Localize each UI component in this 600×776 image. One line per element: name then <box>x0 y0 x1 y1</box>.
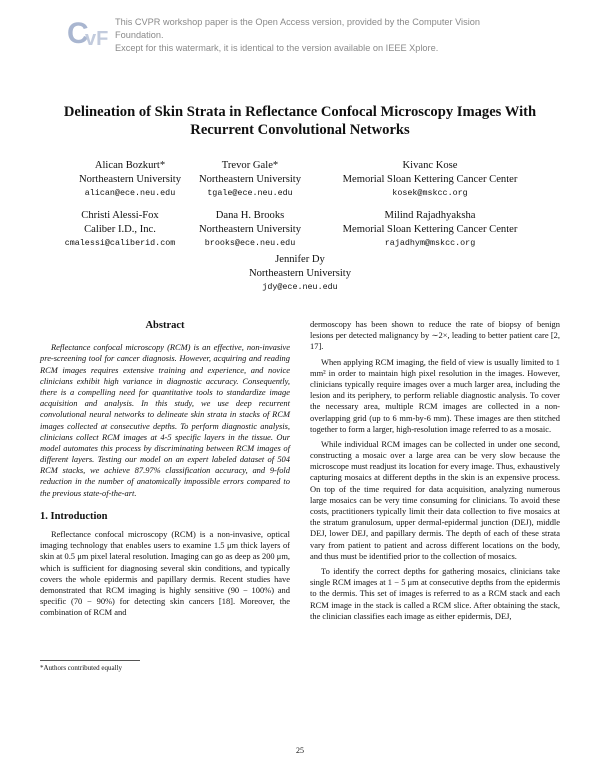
title-line-2: Recurrent Convolutional Networks <box>190 122 410 138</box>
abstract-text: Reflectance confocal microscopy (RCM) is an effective, non-invasive pre-screening tool for cancer diagnosis. However, acquiring and reading RCM images requires extensive training and experience, and novice clinicians exhibit high variance in diagnostic accuracy. Consequently, there is a compelling need for quantitative tools to standardize image acquisition and analysis. In this study, we use deep recurrent convolutional neural networks to delineate skin strata in stacks of RCM images collected at consecutive depths. To perform diagnostic analysis, clinicians collect RCM images at 4-5 specific layers in the tissue. Our model automates this process by discriminating between RCM images of different layers. Testing our model on an expert labeled dataset of 504 RCM stacks, we achieve 87.97% classification accuracy, and 9-fold reduction in the number of anatomically impossible errors compared to the previous state-of-the-art. <box>40 342 290 498</box>
author-email[interactable]: rajadhym@mskcc.org <box>384 238 476 248</box>
intro-paragraph: Reflectance confocal microscopy (RCM) is a non-invasive, optical imaging technology that enables users to examine 1.5 μm thick layers of skin at 0.5 μm pixel lateral resolution. Imaging can go as deep as 200 μm, which is sufficient for diagnosing several skin conditions, and typically covers the whole epidermis and papillary dermis. Recent studies have demonstrated that RCM imaging is highly sensitive (90 − 100%) and specific (70 − 90%) for detecting skin cancers [18]. Moreover, the combination of RCM and <box>40 529 290 618</box>
footnote-rule <box>40 660 140 661</box>
watermark-line-1: This CVPR workshop paper is the Open Access version, provided by the Computer Vision Foundation. <box>115 17 480 40</box>
body-paragraph: dermoscopy has been shown to reduce the rate of biopsy of benign lesions per detected malignancy by ∼2×, leading to better patient care [2, 17]. <box>310 319 560 352</box>
svg-text:vF: vF <box>85 28 109 50</box>
svg-text:C: C <box>67 17 89 50</box>
watermark-line-2: Except for this watermark, it is identical to the version available on IEEE Xplore. <box>115 43 439 53</box>
body-paragraph: When applying RCM imaging, the field of view is usually limited to 1 mm² in order to maintain high pixel resolution in the images. However, clinicians typically require images over a much larger area, including the lesion and its periphery, to perform reliable diagnostic analysis. To cover the necessary area, multiple RCM images are collected in a non-overlapping grid (up to 6 mm-by-6 mm). These images are then stitched together to form a larger, high-resolution image referred to as a mosaic. <box>310 356 560 434</box>
footnote: *Authors contributed equally <box>40 664 123 672</box>
body-paragraph: While individual RCM images can be collected in under one second, constructing a mosaic over a large area can be very slow because the microscope must readjust its location for every image. Thus, exhaustively capturing mosaics at different depths in the skin is an expensive process. On top of the time required for data acquisition, analyzing numerous large mosaics can be very time consuming for clinicians. To avoid these costs, practitioners typically limit their data collection to five mosaics at the stratum granulosum, upper dermal-epidermal junction (DEJ), middle DEJ, lower DEJ, and papillary dermis. The depth of each of these strata vary from patient to patient and across different locations on the body, and thus must be identified prior to the collection of mosaics. <box>310 438 560 561</box>
author-name: Jennifer Dy <box>275 254 325 265</box>
author-name: Christi Alessi-Fox <box>81 210 159 221</box>
author-email[interactable]: kosek@mskcc.org <box>392 188 468 198</box>
author-email[interactable]: tgale@ece.neu.edu <box>207 188 293 198</box>
author-name: Milind Rajadhyaksha <box>384 210 476 221</box>
title-line-1: Delineation of Skin Strata in Reflectance Confocal Microscopy Images With <box>63 104 537 120</box>
left-column <box>40 320 290 619</box>
author-affiliation: Northeastern University <box>248 267 352 279</box>
author-affiliation: Northeastern University <box>198 223 302 235</box>
author-email[interactable]: jdy@ece.neu.edu <box>262 282 338 292</box>
author-email[interactable]: cmalessi@caliberid.com <box>64 238 176 248</box>
author-affiliation: Memorial Sloan Kettering Cancer Center <box>342 173 518 185</box>
author-affiliation: Northeastern University <box>198 173 302 185</box>
cvf-logo <box>66 14 109 50</box>
author-name: Trevor Gale* <box>221 160 279 171</box>
paper-title <box>40 103 560 139</box>
author-block <box>320 209 540 251</box>
section-heading: 1. Introduction <box>40 510 108 522</box>
author-name: Alican Bozkurt* <box>94 160 166 171</box>
author-block <box>225 253 375 295</box>
author-name: Dana H. Brooks <box>215 210 285 221</box>
right-column <box>310 319 560 622</box>
author-block <box>320 159 540 201</box>
author-affiliation: Caliber I.D., Inc. <box>84 223 156 235</box>
author-block <box>175 209 325 251</box>
author-email[interactable]: brooks@ece.neu.edu <box>204 238 296 248</box>
open-access-watermark <box>115 16 515 55</box>
author-affiliation: Memorial Sloan Kettering Cancer Center <box>342 223 518 235</box>
author-block <box>175 159 325 201</box>
author-email[interactable]: alican@ece.neu.edu <box>84 188 176 198</box>
page-number: 25 <box>296 746 304 755</box>
body-paragraph: To identify the correct depths for gathering mosaics, clinicians take single RCM images at 1 − 5 μm at consecutive depths from the epidermis to the dermis. This set of images is referred to as a RCM stack and each RCM image in the stack is called a RCM slice. After obtaining the stack, the clinician classifies each image as either epidermis, DEJ, <box>310 565 560 621</box>
abstract-heading: Abstract <box>145 320 185 331</box>
author-affiliation: Northeastern University <box>78 173 182 185</box>
author-name: Kivanc Kose <box>402 160 458 171</box>
